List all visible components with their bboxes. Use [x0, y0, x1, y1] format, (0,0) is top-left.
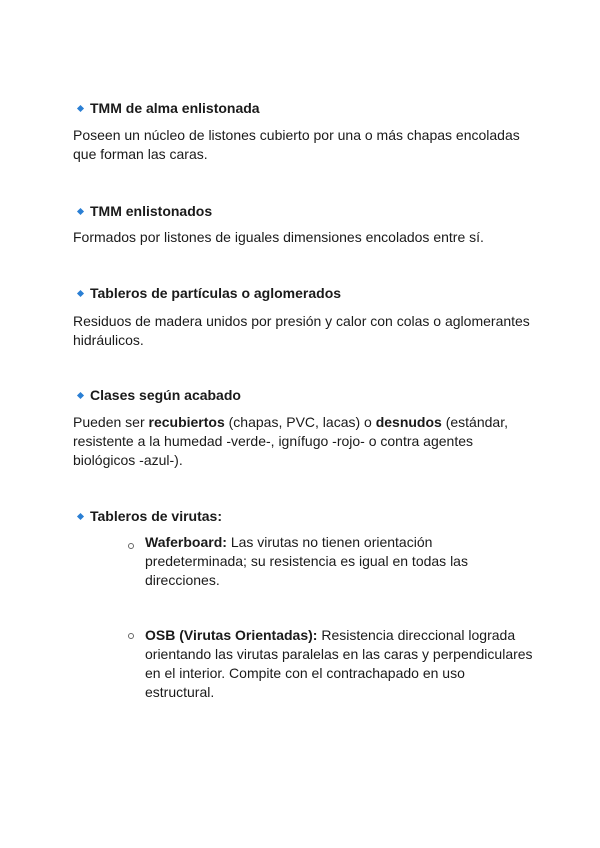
diamond-bullet-icon: [77, 290, 84, 297]
section-heading-tmm-alma: [78, 99, 260, 117]
heading-text: Tableros de partículas o aglomerados: [90, 285, 342, 301]
section-heading-virutas: [78, 507, 222, 525]
section-paragraph: Poseen un núcleo de listones cubierto por una o más chapas encoladas que forman las caras.: [73, 127, 520, 162]
term-desnudos: desnudos: [375, 414, 442, 430]
item-text: Las virutas no tienen orientación predeterminada; su resistencia es igual en todas las direcciones.: [145, 534, 468, 588]
item-term: OSB (Virutas Orientadas):: [145, 627, 318, 643]
heading-text: Tableros de virutas:: [90, 508, 223, 524]
section-heading-clases-acabado: [78, 386, 241, 404]
circle-bullet-icon: [128, 543, 134, 549]
heading-text: Clases según acabado: [90, 387, 241, 403]
paragraph-text: (chapas, PVC, lacas) o: [224, 414, 376, 430]
list-item-waferboard: [145, 533, 535, 590]
paragraph-text: Pueden ser: [73, 414, 149, 430]
item-term: Waferboard:: [145, 534, 227, 550]
list-item-osb: [145, 626, 535, 702]
diamond-bullet-icon: [77, 392, 84, 399]
paragraph-text: (estándar, resistente a la humedad -verde-, ignífugo -rojo- o contra agentes biológicos -azul-).: [73, 414, 508, 468]
section-paragraph: Formados por listones de iguales dimensiones encolados entre sí.: [73, 229, 484, 245]
section-heading-particulas: [78, 284, 341, 302]
heading-text: TMM enlistonados: [90, 203, 213, 219]
item-text: Resistencia direccional lograda orientando las virutas paralelas en las caras y perpendiculares en el interior. Compite con el contrachapado en uso estructural.: [145, 627, 533, 700]
section-heading-tmm-enlistonados: [78, 202, 212, 220]
diamond-bullet-icon: [77, 208, 84, 215]
section-paragraph: [73, 413, 533, 470]
diamond-bullet-icon: [77, 105, 84, 112]
term-recubiertos: recubiertos: [148, 414, 225, 430]
diamond-bullet-icon: [77, 513, 84, 520]
section-paragraph: Residuos de madera unidos por presión y calor con colas o aglomerantes hidráulicos.: [73, 313, 530, 348]
circle-bullet-icon: [128, 633, 134, 639]
heading-text: TMM de alma enlistonada: [90, 100, 260, 116]
